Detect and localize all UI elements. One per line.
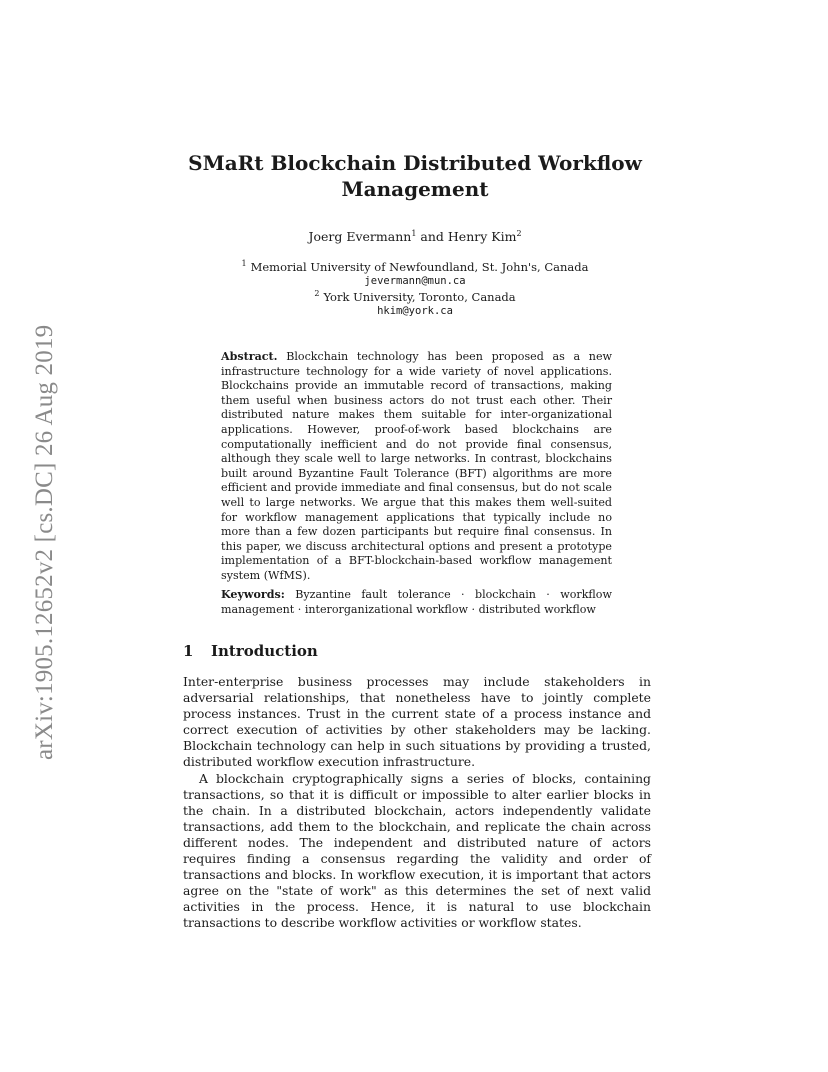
section-number: 1 [183, 642, 194, 660]
affiliation-name: Memorial University of Newfoundland, St. John's, Canada [250, 259, 589, 274]
keywords-label: Keywords: [221, 588, 285, 601]
affiliation-2 [180, 289, 650, 304]
abstract-label: Abstract. [221, 350, 278, 363]
section-title: Introduction [211, 642, 318, 660]
affiliation-name: York University, Toronto, Canada [323, 289, 516, 304]
affiliation-email: hkim@york.ca [377, 305, 453, 317]
abstract-text: Blockchain technology has been proposed as a new infrastructure technology for a wide variety of novel applications. Blockchains provide an immutable record of transactions, making them useful when business actors do not trust each other. Their distributed nature makes them suitable for inter-organizational applications. However, proof-of-work based blockchains are computationally inefficient and do not provide final consensus, although they scale well to large networks. In contrast, blockchains built around Byzantine Fault Tolerance (BFT) algorithms are more efficient and provide immediate and final consensus, but do not scale well to large networks. We argue that this makes them well-suited for workflow management applications that typically include no more than a few dozen participants but require final consensus. In this paper, we discuss architectural options and present a prototype implementation of a BFT-blockchain-based workflow management system (WfMS). [221, 350, 612, 582]
author-name: Joerg Evermann [308, 229, 412, 245]
affiliation-mark: 2 [314, 289, 320, 298]
author-mark: 1 [411, 229, 417, 238]
paragraph: A blockchain cryptographically signs a series of blocks, containing transactions, so that it is difficult or impossible to alter earlier blocks in the chain. In a distributed blockchain, actors independently validate transactions, add them to the blockchain, and replicate the chain across different nodes. The independent and distributed nature of actors requires finding a consensus regarding the validity and order of transactions and blocks. In workflow execution, it is important that actors agree on the "state of work" as this determines the set of next valid activities in the process. Hence, it is natural to use blockchain transactions to describe workflow activities or workflow states. [183, 770, 651, 931]
author-name: Henry Kim [447, 229, 517, 245]
abstract [221, 350, 612, 584]
author-line [180, 229, 650, 244]
affiliation-mark: 1 [241, 259, 247, 268]
arxiv-side-label: arXiv:1905.12652v2 [cs.DC] 26 Aug 2019 [31, 324, 58, 760]
keywords-text: Byzantine fault tolerance · blockchain · workflow management · interorganizational workflow · distributed workflow [221, 588, 612, 616]
author-mark: 2 [516, 229, 522, 238]
author-conjunction: and [420, 229, 444, 245]
affiliation-1 [180, 259, 650, 274]
paper-title: SMaRt Blockchain Distributed Workflow Management [188, 151, 642, 201]
keywords [221, 588, 612, 617]
paragraph: Inter-enterprise business processes may include stakeholders in adversarial relationships, that nonetheless have to jointly complete process instances. Trust in the current state of a process instance and correct execution of activities by other stakeholders may be lacking. Blockchain technology can help in such situations by providing a trusted, distributed workflow execution infrastructure. [183, 674, 651, 770]
affiliation-email: jevermann@mun.ca [364, 275, 466, 287]
body-text [183, 674, 651, 932]
section-heading [183, 642, 318, 660]
